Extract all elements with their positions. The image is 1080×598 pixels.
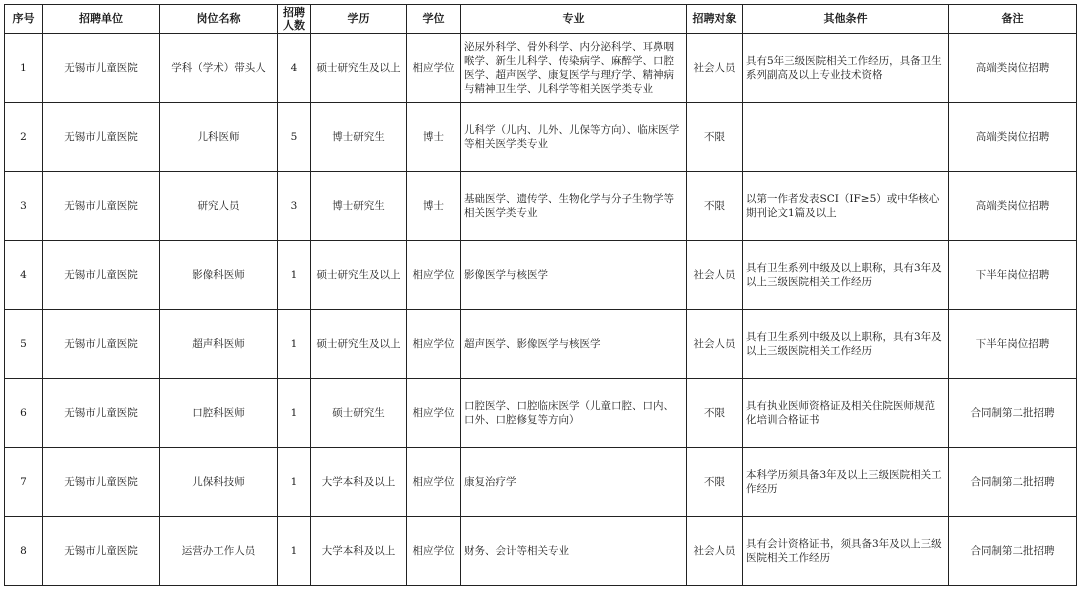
header-row [5, 5, 1077, 34]
cell-education: 硕士研究生及以上 [311, 34, 407, 103]
cell-conditions: 以第一作者发表SCI（IF≥5）或中华核心期刊论文1篇及以上 [743, 172, 949, 241]
header-conditions: 其他条件 [743, 5, 949, 34]
cell-degree: 相应学位 [407, 517, 461, 586]
cell-unit: 无锡市儿童医院 [43, 172, 160, 241]
cell-unit: 无锡市儿童医院 [43, 34, 160, 103]
cell-position: 研究人员 [160, 172, 278, 241]
cell-position: 口腔科医师 [160, 379, 278, 448]
cell-target: 不限 [687, 448, 743, 517]
cell-major: 口腔医学、口腔临床医学（儿童口腔、口内、口外、口腔修复等方向） [461, 379, 687, 448]
cell-conditions: 具有卫生系列中级及以上职称，具有3年及以上三级医院相关工作经历 [743, 310, 949, 379]
cell-major: 康复治疗学 [461, 448, 687, 517]
cell-remarks: 合同制第二批招聘 [949, 448, 1077, 517]
cell-degree: 相应学位 [407, 241, 461, 310]
cell-target: 社会人员 [687, 241, 743, 310]
cell-major: 基础医学、遗传学、生物化学与分子生物学等相关医学类专业 [461, 172, 687, 241]
cell-major: 财务、会计等相关专业 [461, 517, 687, 586]
cell-count: 3 [278, 172, 311, 241]
cell-seq: 4 [5, 241, 43, 310]
cell-degree: 博士 [407, 172, 461, 241]
cell-conditions: 具有5年三级医院相关工作经历，具备卫生系列副高及以上专业技术资格 [743, 34, 949, 103]
cell-count: 1 [278, 310, 311, 379]
cell-major: 儿科学（儿内、儿外、儿保等方向）、临床医学等相关医学类专业 [461, 103, 687, 172]
cell-target: 不限 [687, 172, 743, 241]
cell-major: 泌尿外科学、骨外科学、内分泌科学、耳鼻咽喉学、新生儿科学、传染病学、麻醉学、口腔医学、超声医学、康复医学与理疗学、精神病与精神卫生学、儿科学等相关医学类专业 [461, 34, 687, 103]
cell-remarks: 高端类岗位招聘 [949, 34, 1077, 103]
table-row [5, 379, 1077, 448]
cell-position: 儿保科技师 [160, 448, 278, 517]
table-row [5, 34, 1077, 103]
cell-education: 硕士研究生及以上 [311, 310, 407, 379]
cell-degree: 博士 [407, 103, 461, 172]
cell-remarks: 合同制第二批招聘 [949, 517, 1077, 586]
cell-unit: 无锡市儿童医院 [43, 448, 160, 517]
table-row [5, 517, 1077, 586]
cell-position: 运营办工作人员 [160, 517, 278, 586]
cell-major: 影像医学与核医学 [461, 241, 687, 310]
cell-degree: 相应学位 [407, 34, 461, 103]
cell-remarks: 高端类岗位招聘 [949, 103, 1077, 172]
header-seq: 序号 [5, 5, 43, 34]
header-major: 专业 [461, 5, 687, 34]
cell-position: 超声科医师 [160, 310, 278, 379]
header-count [278, 5, 311, 34]
cell-degree: 相应学位 [407, 448, 461, 517]
cell-count: 1 [278, 448, 311, 517]
cell-conditions: 具有卫生系列中级及以上职称，具有3年及以上三级医院相关工作经历 [743, 241, 949, 310]
cell-education: 硕士研究生 [311, 379, 407, 448]
cell-education: 硕士研究生及以上 [311, 241, 407, 310]
cell-unit: 无锡市儿童医院 [43, 379, 160, 448]
cell-count: 5 [278, 103, 311, 172]
header-degree: 学位 [407, 5, 461, 34]
header-remarks: 备注 [949, 5, 1077, 34]
cell-seq: 6 [5, 379, 43, 448]
table-row [5, 241, 1077, 310]
cell-conditions: 具有会计资格证书，须具备3年及以上三级医院相关工作经历 [743, 517, 949, 586]
header-count-line1: 招聘 [283, 6, 305, 19]
cell-conditions [743, 103, 949, 172]
cell-position: 学科（学术）带头人 [160, 34, 278, 103]
recruitment-table [4, 4, 1077, 586]
cell-remarks: 下半年岗位招聘 [949, 241, 1077, 310]
header-education: 学历 [311, 5, 407, 34]
cell-education: 大学本科及以上 [311, 448, 407, 517]
header-count-line2: 人数 [283, 19, 305, 32]
cell-unit: 无锡市儿童医院 [43, 103, 160, 172]
cell-count: 4 [278, 34, 311, 103]
cell-remarks: 合同制第二批招聘 [949, 379, 1077, 448]
cell-degree: 相应学位 [407, 379, 461, 448]
cell-target: 不限 [687, 379, 743, 448]
cell-seq: 3 [5, 172, 43, 241]
table-row [5, 172, 1077, 241]
cell-position: 儿科医师 [160, 103, 278, 172]
cell-unit: 无锡市儿童医院 [43, 241, 160, 310]
cell-conditions: 本科学历须具备3年及以上三级医院相关工作经历 [743, 448, 949, 517]
cell-education: 博士研究生 [311, 172, 407, 241]
cell-unit: 无锡市儿童医院 [43, 517, 160, 586]
cell-degree: 相应学位 [407, 310, 461, 379]
cell-target: 社会人员 [687, 310, 743, 379]
cell-count: 1 [278, 379, 311, 448]
cell-seq: 8 [5, 517, 43, 586]
cell-remarks: 高端类岗位招聘 [949, 172, 1077, 241]
cell-education: 大学本科及以上 [311, 517, 407, 586]
cell-count: 1 [278, 517, 311, 586]
cell-major: 超声医学、影像医学与核医学 [461, 310, 687, 379]
cell-remarks: 下半年岗位招聘 [949, 310, 1077, 379]
cell-position: 影像科医师 [160, 241, 278, 310]
table-row [5, 103, 1077, 172]
table-row [5, 310, 1077, 379]
cell-count: 1 [278, 241, 311, 310]
header-unit: 招聘单位 [43, 5, 160, 34]
cell-seq: 5 [5, 310, 43, 379]
cell-target: 社会人员 [687, 34, 743, 103]
cell-unit: 无锡市儿童医院 [43, 310, 160, 379]
header-target: 招聘对象 [687, 5, 743, 34]
cell-education: 博士研究生 [311, 103, 407, 172]
cell-seq: 1 [5, 34, 43, 103]
cell-target: 不限 [687, 103, 743, 172]
table-row [5, 448, 1077, 517]
header-position: 岗位名称 [160, 5, 278, 34]
cell-target: 社会人员 [687, 517, 743, 586]
cell-seq: 2 [5, 103, 43, 172]
cell-seq: 7 [5, 448, 43, 517]
cell-conditions: 具有执业医师资格证及相关住院医师规范化培训合格证书 [743, 379, 949, 448]
